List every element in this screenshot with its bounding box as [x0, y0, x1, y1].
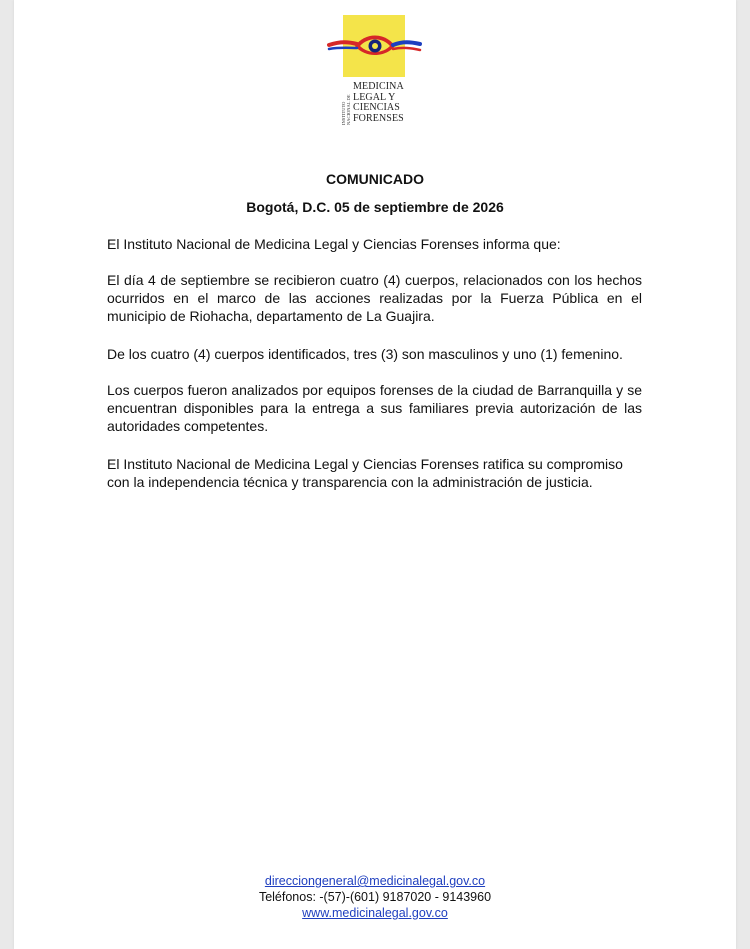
paragraph-reception: El día 4 de septiembre se recibieron cuatro (4) cuerpos, relacionados con los hechos ocurridos en el marco de las acciones realizadas por la Fuerza Pública en el municipio de Riohacha, departamento de La Guajira.: [107, 272, 642, 324]
document-date: Bogotá, D.C. 05 de septiembre de 2026: [246, 199, 504, 215]
logo-wordmark: [341, 82, 421, 127]
logo-line: FORENSES: [353, 112, 404, 124]
paragraph-intro: El Instituto Nacional de Medicina Legal y Ciencias Forenses informa que:: [107, 236, 561, 252]
website-link[interactable]: www.medicinalegal.gov.co: [302, 906, 448, 920]
logo-vertical-text: INSTITUTO NACIONAL DE: [341, 94, 351, 125]
document-page: [14, 0, 736, 949]
logo-line: MEDICINA: [353, 81, 404, 92]
phone-numbers: Teléfonos: -(57)-(601) 9187020 - 9143960: [258, 890, 492, 904]
paragraph-identification: De los cuatro (4) cuerpos identificados, tres (3) son masculinos y uno (1) femenino.: [107, 346, 623, 362]
eye-logo-icon: [327, 27, 422, 67]
email-link[interactable]: direcciongeneral@medicinalegal.gov.co: [264, 874, 486, 888]
paragraph-analysis: Los cuerpos fueron analizados por equipos forenses de la ciudad de Barranquilla y se encuentran disponibles para la entrega a sus familiares previa autorización de las autoridades competentes.: [107, 382, 642, 434]
logo-line: LEGAL Y: [353, 91, 396, 103]
paragraph-commitment: El Instituto Nacional de Medicina Legal y Ciencias Forenses ratifica su compromiso con la independencia técnica y transparencia con la administración de justicia.: [107, 456, 623, 490]
document-title: COMUNICADO: [326, 171, 424, 187]
institute-logo: [343, 15, 405, 77]
footer-contact: [14, 873, 736, 921]
logo-line: CIENCIAS: [353, 102, 400, 113]
logo-lines: [353, 82, 404, 124]
